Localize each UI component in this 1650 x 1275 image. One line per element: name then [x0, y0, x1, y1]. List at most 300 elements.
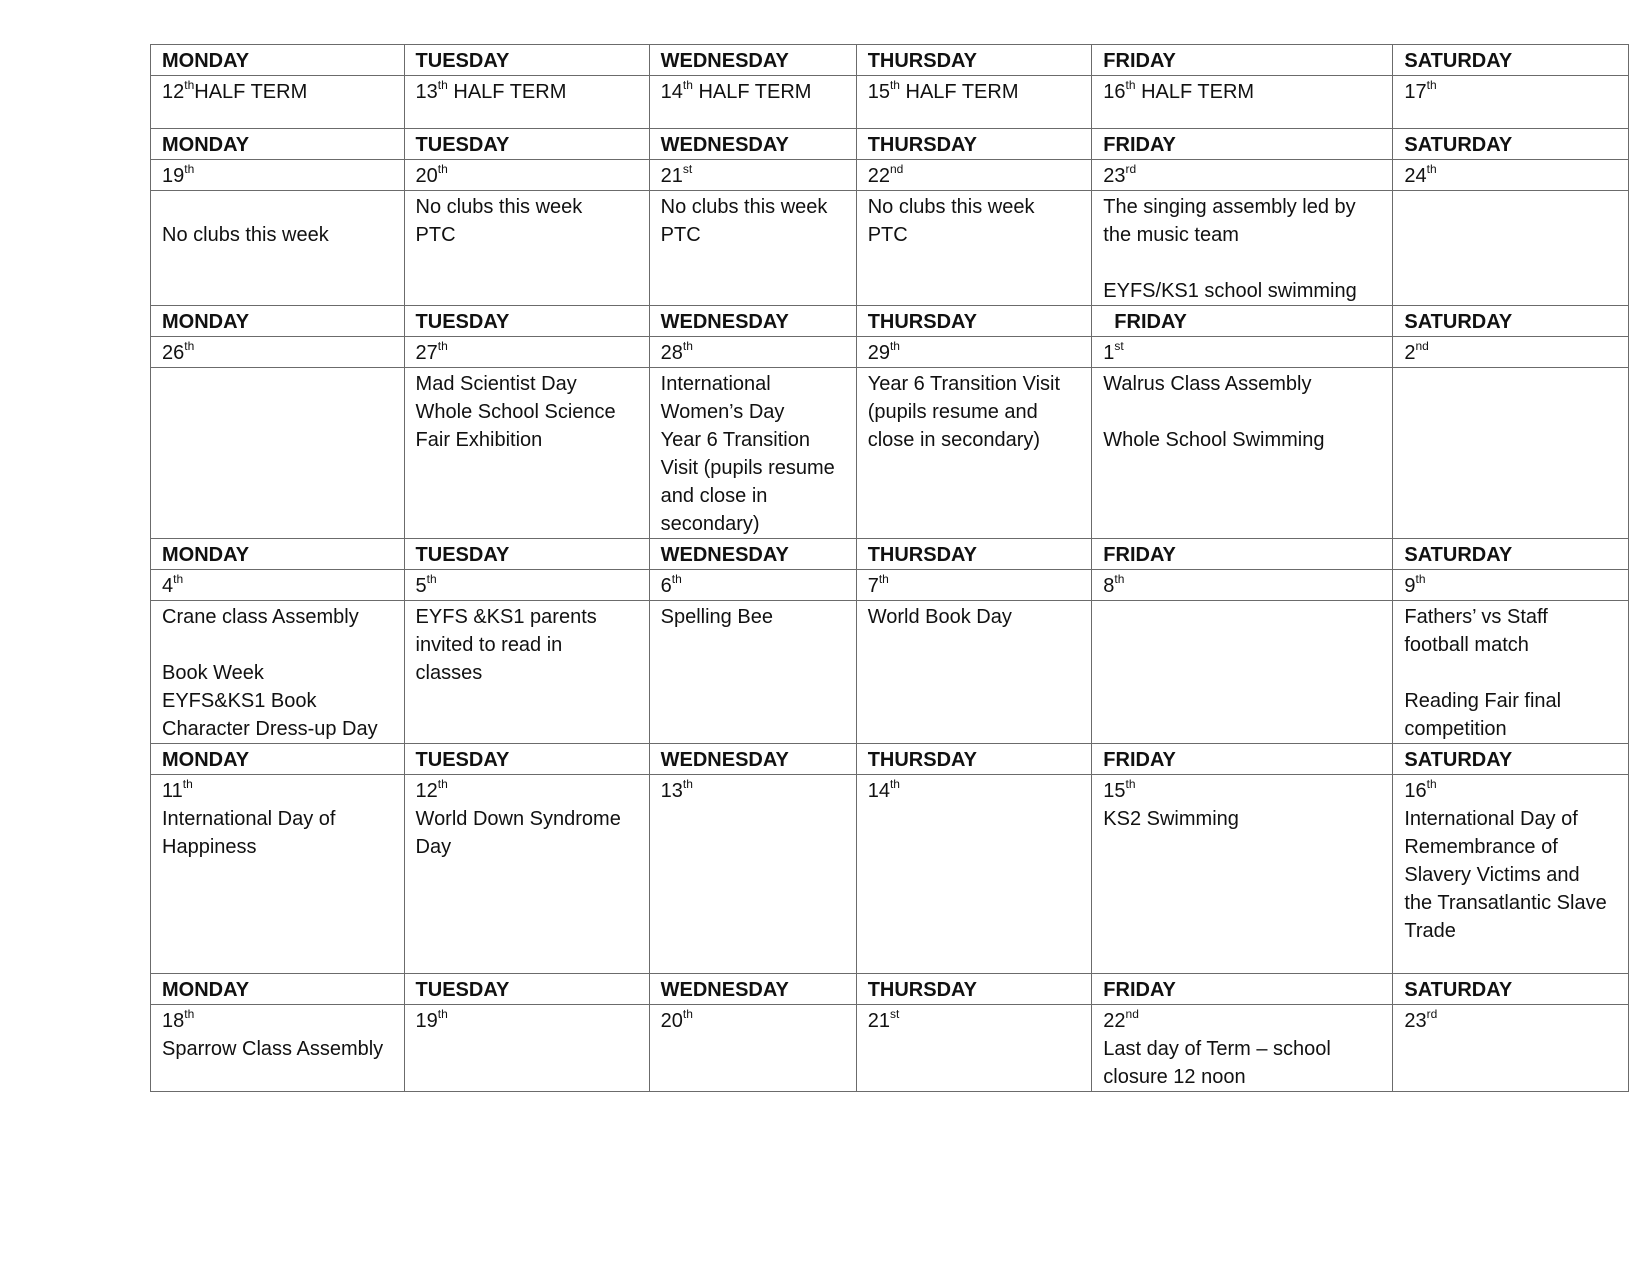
date-ordinal-suffix: th	[682, 78, 693, 93]
day-header-tuesday: TUESDAY	[404, 306, 649, 337]
event-line	[416, 917, 639, 945]
date-number: 16	[1103, 81, 1126, 103]
date-number: 7	[867, 575, 879, 597]
date-ordinal-suffix: st	[889, 1007, 900, 1022]
date-cell	[649, 775, 856, 974]
event-line	[661, 249, 846, 277]
date-cell	[1393, 160, 1629, 191]
date-cell	[1393, 570, 1629, 601]
week-header-row	[151, 744, 1629, 775]
week-date-row	[151, 160, 1629, 191]
event-line: EYFS/KS1 school swimming	[1103, 280, 1357, 302]
date-cell	[856, 160, 1092, 191]
events-cell	[1393, 368, 1629, 539]
date-number: 12	[415, 780, 438, 802]
date-ordinal-suffix: th	[889, 777, 900, 792]
event-line	[162, 1063, 394, 1091]
event-line: Walrus Class Assembly	[1103, 373, 1312, 395]
event-line: Sparrow Class Assembly	[162, 1038, 384, 1060]
event-line	[162, 277, 394, 305]
date-cell	[1092, 160, 1393, 191]
event-line	[868, 805, 1082, 833]
date-number: 2	[1404, 342, 1416, 364]
event-line	[868, 1035, 1082, 1063]
event-line	[416, 1063, 639, 1091]
week-date-row	[151, 337, 1629, 368]
date-label	[1103, 339, 1382, 367]
event-line	[1404, 945, 1618, 973]
date-cell	[404, 570, 649, 601]
event-line	[162, 861, 394, 889]
day-header-saturday: SATURDAY	[1393, 539, 1629, 570]
event-line	[1103, 398, 1382, 426]
date-ordinal-suffix: rd	[1426, 1007, 1438, 1022]
date-ordinal-suffix: th	[437, 162, 448, 177]
date-ordinal-suffix: th	[437, 1007, 448, 1022]
week-header-row	[151, 45, 1629, 76]
date-ordinal-suffix: th	[1114, 572, 1125, 587]
events-cell	[856, 601, 1092, 744]
week-date-row	[151, 1005, 1629, 1092]
date-note: HALF TERM	[1135, 81, 1255, 103]
event-line	[162, 249, 394, 277]
event-line: EYFS &KS1 parents	[415, 606, 597, 628]
date-number: 23	[1103, 165, 1126, 187]
date-label	[868, 1007, 1082, 1035]
event-line: Whole School Science	[415, 401, 616, 423]
date-label	[1404, 777, 1618, 805]
date-cell	[151, 570, 405, 601]
events-cell	[1092, 191, 1393, 306]
events-cell	[151, 601, 405, 744]
date-number: 13	[415, 81, 438, 103]
day-header-wednesday: WEDNESDAY	[649, 744, 856, 775]
date-label	[1103, 777, 1382, 805]
event-line	[661, 631, 846, 659]
event-line	[416, 715, 639, 743]
day-header-tuesday: TUESDAY	[404, 45, 649, 76]
event-line	[162, 482, 394, 510]
date-ordinal-suffix: th	[1426, 777, 1437, 792]
date-cell	[856, 76, 1092, 129]
event-line: the Transatlantic Slave	[1404, 892, 1607, 914]
date-cell	[649, 1005, 856, 1092]
date-ordinal-suffix: th	[889, 339, 900, 354]
day-header-friday: FRIDAY	[1092, 974, 1393, 1005]
day-header-thursday: THURSDAY	[856, 974, 1092, 1005]
event-line: Visit (pupils resume	[660, 457, 835, 479]
event-line	[416, 1035, 639, 1063]
event-line	[1404, 426, 1618, 454]
date-number: 17	[1404, 81, 1427, 103]
date-ordinal-suffix: nd	[1415, 339, 1429, 354]
event-line	[1103, 917, 1382, 945]
date-label	[868, 572, 1082, 600]
date-cell	[649, 570, 856, 601]
day-header-monday: MONDAY	[151, 306, 405, 337]
event-line	[661, 659, 846, 687]
date-cell	[151, 76, 405, 129]
date-ordinal-suffix: th	[184, 1007, 195, 1022]
day-header-friday: FRIDAY	[1092, 744, 1393, 775]
date-cell	[1092, 570, 1393, 601]
event-line: World Book Day	[867, 606, 1012, 628]
event-line: International Day of	[162, 808, 336, 830]
event-line	[1404, 370, 1618, 398]
event-line	[1404, 454, 1618, 482]
date-number: 21	[867, 1010, 890, 1032]
date-number: 21	[660, 165, 683, 187]
event-line: closure 12 noon	[1103, 1066, 1246, 1088]
day-header-wednesday: WEDNESDAY	[649, 129, 856, 160]
day-header-wednesday: WEDNESDAY	[649, 974, 856, 1005]
event-line: Year 6 Transition Visit	[867, 373, 1061, 395]
event-line: PTC	[867, 224, 908, 246]
date-number: 9	[1404, 575, 1416, 597]
event-line	[162, 917, 394, 945]
date-number: 22	[867, 165, 890, 187]
date-label	[416, 162, 639, 190]
day-header-monday: MONDAY	[151, 974, 405, 1005]
date-note: HALF TERM	[692, 81, 812, 103]
day-header-saturday: SATURDAY	[1393, 306, 1629, 337]
week-header-row	[151, 306, 1629, 337]
event-line: Slavery Victims and	[1404, 864, 1580, 886]
event-line	[868, 945, 1082, 973]
date-label	[1103, 162, 1382, 190]
week-date-row	[151, 775, 1629, 974]
event-line	[661, 833, 846, 861]
date-label	[868, 78, 1082, 106]
date-cell	[404, 160, 649, 191]
event-line: Mad Scientist Day	[415, 373, 577, 395]
date-number: 28	[660, 342, 683, 364]
date-number: 5	[415, 575, 427, 597]
event-line	[661, 945, 846, 973]
events-cell	[404, 368, 649, 539]
date-ordinal-suffix: th	[1125, 78, 1136, 93]
event-line	[162, 426, 394, 454]
day-header-wednesday: WEDNESDAY	[649, 306, 856, 337]
event-line: Last day of Term – school	[1103, 1038, 1331, 1060]
date-ordinal-suffix: th	[437, 78, 448, 93]
event-line: Remembrance of	[1404, 836, 1558, 858]
date-ordinal-suffix: th	[682, 777, 693, 792]
date-cell	[649, 337, 856, 368]
event-line	[416, 510, 639, 538]
date-ordinal-suffix: th	[182, 777, 193, 792]
events-cell	[404, 191, 649, 306]
date-ordinal-suffix: th	[437, 339, 448, 354]
event-line: Book Week	[162, 662, 264, 684]
date-ordinal-suffix: th	[1125, 777, 1136, 792]
date-label	[868, 339, 1082, 367]
date-number: 12	[162, 81, 185, 103]
date-number: 23	[1404, 1010, 1427, 1032]
event-line	[1103, 889, 1382, 917]
events-cell	[649, 191, 856, 306]
week-date-row	[151, 570, 1629, 601]
event-line	[162, 370, 394, 398]
date-ordinal-suffix: th	[682, 1007, 693, 1022]
event-line	[868, 687, 1082, 715]
event-line: KS2 Swimming	[1103, 808, 1239, 830]
event-line: invited to read in	[415, 634, 563, 656]
event-line	[162, 631, 394, 659]
event-line: Crane class Assembly	[162, 606, 359, 628]
events-cell	[1092, 368, 1393, 539]
event-line	[162, 193, 394, 221]
date-cell	[1393, 1005, 1629, 1092]
date-label	[661, 1007, 846, 1035]
date-label	[162, 78, 394, 106]
event-line	[416, 454, 639, 482]
date-number: 1	[1103, 342, 1115, 364]
date-cell	[151, 775, 405, 974]
date-label	[1103, 1007, 1382, 1035]
date-number: 15	[867, 81, 890, 103]
event-line	[868, 482, 1082, 510]
date-number: 13	[660, 780, 683, 802]
event-line: The singing assembly led by	[1103, 196, 1356, 218]
day-header-friday: FRIDAY	[1092, 539, 1393, 570]
event-line	[868, 631, 1082, 659]
date-label	[162, 339, 394, 367]
date-label	[416, 572, 639, 600]
event-line	[1103, 687, 1382, 715]
event-line	[1103, 454, 1382, 482]
date-label	[661, 78, 846, 106]
event-line	[661, 1063, 846, 1091]
day-header-monday: MONDAY	[151, 744, 405, 775]
day-header-tuesday: TUESDAY	[404, 974, 649, 1005]
date-ordinal-suffix: th	[184, 339, 195, 354]
events-cell	[1393, 601, 1629, 744]
event-line	[661, 889, 846, 917]
event-line	[1404, 482, 1618, 510]
event-line: Reading Fair final	[1404, 690, 1562, 712]
event-line	[661, 861, 846, 889]
event-line	[1103, 833, 1382, 861]
event-line: Year 6 Transition	[660, 429, 810, 451]
day-header-thursday: THURSDAY	[856, 744, 1092, 775]
date-label	[1404, 162, 1618, 190]
event-line	[1404, 221, 1618, 249]
event-line: EYFS&KS1 Book	[162, 690, 317, 712]
week-header-row	[151, 539, 1629, 570]
date-cell	[856, 1005, 1092, 1092]
events-cell	[649, 368, 856, 539]
date-cell	[151, 337, 405, 368]
date-number: 26	[162, 342, 185, 364]
event-line: Spelling Bee	[660, 606, 773, 628]
date-label	[416, 777, 639, 805]
date-number: 6	[660, 575, 672, 597]
events-cell	[151, 368, 405, 539]
date-cell	[649, 160, 856, 191]
event-line: (pupils resume and	[867, 401, 1038, 423]
date-label	[1404, 572, 1618, 600]
week-events-row	[151, 601, 1629, 744]
week-events-row	[151, 191, 1629, 306]
event-line: and close in	[660, 485, 768, 507]
event-line	[868, 889, 1082, 917]
date-label	[661, 339, 846, 367]
event-line	[1103, 603, 1382, 631]
date-ordinal-suffix: th	[426, 572, 437, 587]
event-line: Character Dress-up Day	[162, 718, 378, 740]
date-number: 14	[867, 780, 890, 802]
calendar-table	[150, 44, 1629, 1092]
date-label	[162, 572, 394, 600]
event-line	[1404, 193, 1618, 221]
date-number: 16	[1404, 780, 1427, 802]
week-header-row	[151, 974, 1629, 1005]
event-line	[162, 398, 394, 426]
date-label	[162, 162, 394, 190]
event-line	[661, 687, 846, 715]
date-ordinal-suffix: th	[184, 78, 195, 93]
event-line	[416, 945, 639, 973]
date-cell	[151, 160, 405, 191]
event-line	[868, 833, 1082, 861]
week-date-row	[151, 76, 1629, 129]
event-line: Happiness	[162, 836, 257, 858]
date-cell	[404, 337, 649, 368]
event-line: No clubs this week	[415, 196, 583, 218]
date-label	[416, 1007, 639, 1035]
events-cell	[1092, 601, 1393, 744]
date-label	[162, 777, 394, 805]
date-label	[661, 162, 846, 190]
date-label	[661, 777, 846, 805]
event-line	[1103, 861, 1382, 889]
date-label	[1103, 572, 1382, 600]
date-ordinal-suffix: th	[889, 78, 900, 93]
event-line: No clubs this week	[162, 224, 329, 246]
date-ordinal-suffix: th	[682, 339, 693, 354]
date-cell	[404, 775, 649, 974]
event-line	[1103, 715, 1382, 743]
date-cell	[1393, 775, 1629, 974]
day-header-saturday: SATURDAY	[1393, 45, 1629, 76]
date-number: 4	[162, 575, 174, 597]
event-line	[416, 277, 639, 305]
date-number: 14	[660, 81, 683, 103]
date-ordinal-suffix: th	[1426, 78, 1437, 93]
event-line: Fair Exhibition	[415, 429, 543, 451]
events-cell	[856, 368, 1092, 539]
event-line	[661, 277, 846, 305]
event-line	[1404, 659, 1618, 687]
date-cell	[151, 1005, 405, 1092]
event-line: International	[660, 373, 771, 395]
date-number: 19	[415, 1010, 438, 1032]
day-header-wednesday: WEDNESDAY	[649, 539, 856, 570]
day-header-thursday: THURSDAY	[856, 306, 1092, 337]
date-ordinal-suffix: rd	[1125, 162, 1137, 177]
event-line	[416, 249, 639, 277]
date-label	[868, 162, 1082, 190]
date-ordinal-suffix: th	[437, 777, 448, 792]
day-header-friday: FRIDAY	[1092, 306, 1393, 337]
event-line: International Day of	[1404, 808, 1578, 830]
event-line: football match	[1404, 634, 1529, 656]
event-line	[868, 659, 1082, 687]
event-line	[1103, 510, 1382, 538]
date-label	[1404, 78, 1618, 106]
date-cell	[1393, 337, 1629, 368]
date-ordinal-suffix: st	[682, 162, 693, 177]
day-header-thursday: THURSDAY	[856, 45, 1092, 76]
event-line	[868, 1063, 1082, 1091]
date-number: 19	[162, 165, 185, 187]
day-header-monday: MONDAY	[151, 539, 405, 570]
day-header-friday: FRIDAY	[1092, 129, 1393, 160]
event-line	[416, 861, 639, 889]
event-line	[661, 1035, 846, 1063]
date-label	[868, 777, 1082, 805]
event-line	[868, 249, 1082, 277]
date-cell	[1092, 76, 1393, 129]
day-header-saturday: SATURDAY	[1393, 129, 1629, 160]
event-line	[661, 805, 846, 833]
event-line	[1404, 277, 1618, 305]
event-line: Fathers’ vs Staff	[1404, 606, 1548, 628]
day-header-saturday: SATURDAY	[1393, 974, 1629, 1005]
day-header-friday: FRIDAY	[1092, 45, 1393, 76]
event-line	[1404, 398, 1618, 426]
date-cell	[404, 1005, 649, 1092]
day-header-tuesday: TUESDAY	[404, 539, 649, 570]
date-ordinal-suffix: nd	[889, 162, 904, 177]
day-header-saturday: SATURDAY	[1393, 744, 1629, 775]
calendar-body	[151, 45, 1629, 1092]
event-line	[1404, 249, 1618, 277]
event-line: PTC	[660, 224, 701, 246]
day-header-thursday: THURSDAY	[856, 129, 1092, 160]
event-line	[868, 861, 1082, 889]
date-ordinal-suffix: st	[1114, 339, 1124, 354]
date-note: HALF TERM	[447, 81, 567, 103]
event-line	[1103, 249, 1382, 277]
event-line	[868, 715, 1082, 743]
date-cell	[856, 775, 1092, 974]
event-line	[416, 687, 639, 715]
event-line: Trade	[1404, 920, 1456, 942]
event-line	[162, 510, 394, 538]
date-ordinal-suffix: th	[173, 572, 184, 587]
date-number: 24	[1404, 165, 1427, 187]
date-cell	[1092, 1005, 1393, 1092]
event-line: the music team	[1103, 224, 1239, 246]
date-number: 27	[415, 342, 438, 364]
events-cell	[856, 191, 1092, 306]
date-ordinal-suffix: th	[671, 572, 682, 587]
event-line	[1103, 945, 1382, 973]
day-header-tuesday: TUESDAY	[404, 129, 649, 160]
event-line	[868, 454, 1082, 482]
event-line: secondary)	[660, 513, 760, 535]
event-line	[162, 889, 394, 917]
date-cell	[404, 76, 649, 129]
event-line	[1404, 510, 1618, 538]
date-number: 18	[162, 1010, 185, 1032]
event-line: Women’s Day	[660, 401, 785, 423]
event-line	[868, 917, 1082, 945]
events-cell	[404, 601, 649, 744]
week-header-row	[151, 129, 1629, 160]
